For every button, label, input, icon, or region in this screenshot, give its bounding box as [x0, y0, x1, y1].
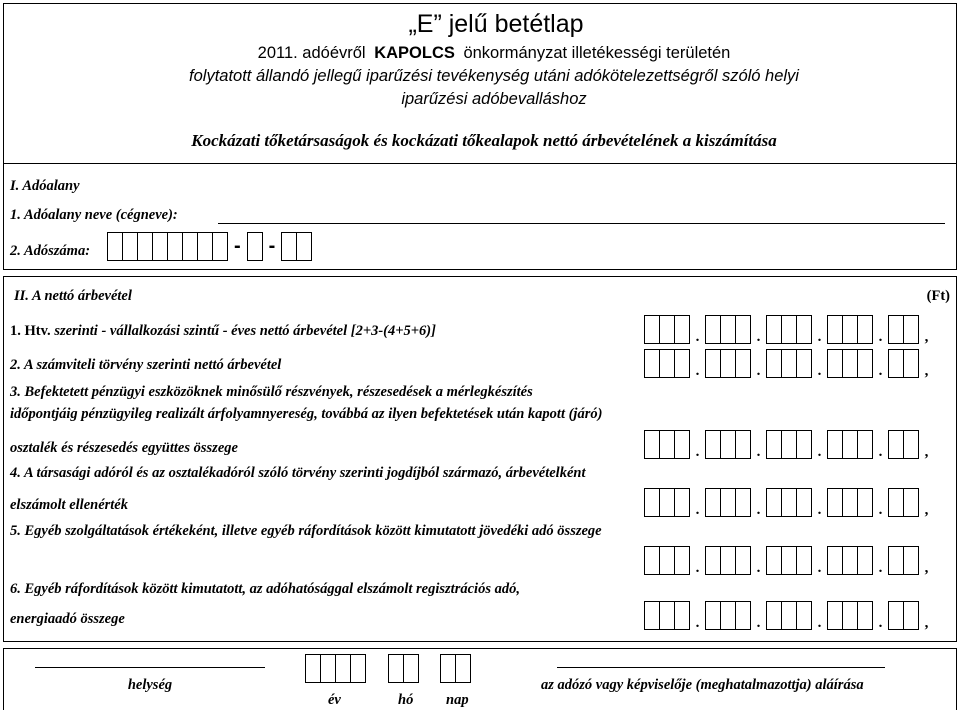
amount-digit-box[interactable] — [781, 349, 797, 378]
thousands-dot: . — [817, 363, 822, 379]
date-digit-box[interactable] — [440, 654, 456, 683]
tax-number-digit-box[interactable] — [281, 232, 297, 261]
amount-digit-box[interactable] — [796, 546, 812, 575]
amount-digit-box[interactable] — [735, 349, 751, 378]
amount-digit-box[interactable] — [903, 546, 919, 575]
tax-number-digit-box[interactable] — [197, 232, 213, 261]
amount-digit-box[interactable] — [644, 315, 660, 344]
amount-digit-box[interactable] — [781, 430, 797, 459]
amount-digit-box[interactable] — [720, 430, 736, 459]
amount-digit-box[interactable] — [796, 488, 812, 517]
header-line-2: folytatott állandó jellegű iparűzési tevékenység utáni adókötelezettségről szóló helyi — [189, 67, 799, 85]
amount-digit-box[interactable] — [659, 430, 675, 459]
amount-digit-box[interactable] — [842, 546, 858, 575]
amount-digit-box[interactable] — [735, 315, 751, 344]
date-digit-box[interactable] — [350, 654, 366, 683]
thousands-dot: . — [817, 502, 822, 518]
row-5-amount-boxes[interactable] — [644, 546, 934, 575]
place-label: helység — [127, 677, 173, 693]
amount-digit-box[interactable] — [888, 349, 904, 378]
amount-digit-box[interactable] — [705, 601, 721, 630]
amount-digit-box[interactable] — [903, 315, 919, 344]
section-2-title: II. A nettó árbevétel — [14, 288, 132, 304]
amount-digit-box[interactable] — [766, 488, 782, 517]
tax-number-label: 2. Adószáma: — [10, 243, 91, 259]
amount-digit-box[interactable] — [903, 601, 919, 630]
thousands-dot: . — [817, 329, 822, 345]
thousands-dot: . — [756, 502, 761, 518]
tax-number-separator: - — [234, 235, 241, 257]
amount-digit-box[interactable] — [857, 601, 873, 630]
thousands-dot: . — [756, 560, 761, 576]
place-field[interactable] — [35, 667, 265, 668]
thousands-dot: . — [878, 444, 883, 460]
row-1-text: szerinti - vállalkozási szintű - éves nettó árbevétel [2+3-(4+5+6)] — [54, 323, 436, 339]
row-1-htv: 1. Htv. — [10, 323, 51, 339]
amount-digit-box[interactable] — [674, 349, 690, 378]
amount-digit-box[interactable] — [781, 488, 797, 517]
header-line-1 — [0, 42, 960, 64]
amount-digit-box[interactable] — [735, 488, 751, 517]
currency-unit: (Ft) — [926, 288, 950, 304]
amount-digit-box[interactable] — [842, 315, 858, 344]
decimal-comma: , — [924, 560, 929, 576]
decimal-comma: , — [924, 444, 929, 460]
tax-number-digit-box[interactable] — [212, 232, 228, 261]
amount-digit-box[interactable] — [781, 601, 797, 630]
amount-digit-box[interactable] — [903, 430, 919, 459]
amount-digit-box[interactable] — [888, 601, 904, 630]
amount-digit-box[interactable] — [659, 349, 675, 378]
amount-digit-box[interactable] — [659, 546, 675, 575]
thousands-dot: . — [878, 363, 883, 379]
tax-number-digit-box[interactable] — [152, 232, 168, 261]
header-area-text: önkormányzat illetékességi területén — [463, 44, 731, 62]
header-year-text: 2011. adóévről — [257, 44, 366, 62]
year-boxes[interactable] — [305, 654, 366, 683]
amount-digit-box[interactable] — [827, 601, 843, 630]
amount-digit-box[interactable] — [674, 488, 690, 517]
municipality-name: KAPOLCS — [374, 44, 455, 62]
row-4-amount-boxes[interactable] — [644, 488, 934, 517]
amount-digit-box[interactable] — [735, 546, 751, 575]
amount-digit-box[interactable] — [766, 430, 782, 459]
tax-number-digit-box[interactable] — [107, 232, 123, 261]
decimal-comma: , — [924, 502, 929, 518]
amount-digit-box[interactable] — [781, 546, 797, 575]
amount-digit-box[interactable] — [674, 430, 690, 459]
decimal-comma: , — [924, 329, 929, 345]
amount-digit-box[interactable] — [705, 546, 721, 575]
amount-digit-box[interactable] — [720, 349, 736, 378]
amount-digit-box[interactable] — [842, 349, 858, 378]
amount-digit-box[interactable] — [674, 546, 690, 575]
thousands-dot: . — [817, 444, 822, 460]
day-boxes[interactable] — [440, 654, 471, 683]
tax-number-digit-box[interactable] — [182, 232, 198, 261]
amount-digit-box[interactable] — [857, 315, 873, 344]
year-label: év — [328, 692, 341, 708]
thousands-dot: . — [695, 560, 700, 576]
amount-digit-box[interactable] — [857, 349, 873, 378]
amount-digit-box[interactable] — [796, 430, 812, 459]
tax-number-digit-box[interactable] — [167, 232, 183, 261]
thousands-dot: . — [756, 444, 761, 460]
tax-number-digit-box[interactable] — [137, 232, 153, 261]
taxpayer-name-label: 1. Adóalany neve (cégneve): — [10, 207, 178, 223]
row-4-label-line-2: elszámolt ellenérték — [10, 497, 128, 513]
month-boxes[interactable] — [388, 654, 419, 683]
decimal-comma: , — [924, 363, 929, 379]
signature-label: az adózó vagy képviselője (meghatalmazottja) aláírása — [541, 677, 864, 693]
day-label: nap — [446, 692, 469, 708]
thousands-dot: . — [878, 615, 883, 631]
amount-digit-box[interactable] — [827, 546, 843, 575]
thousands-dot: . — [695, 363, 700, 379]
amount-digit-box[interactable] — [644, 546, 660, 575]
amount-digit-box[interactable] — [888, 315, 904, 344]
amount-digit-box[interactable] — [888, 430, 904, 459]
amount-digit-box[interactable] — [888, 546, 904, 575]
amount-digit-box[interactable] — [705, 349, 721, 378]
row-1-amount-boxes[interactable] — [644, 315, 934, 344]
row-3-label-line-1: 3. Befektetett pénzügyi eszközöknek minősülő részvények, részesedések a mérlegkészítés — [10, 384, 533, 400]
amount-digit-box[interactable] — [766, 315, 782, 344]
row-3-amount-boxes[interactable] — [644, 430, 934, 459]
amount-digit-box[interactable] — [827, 315, 843, 344]
amount-digit-box[interactable] — [674, 315, 690, 344]
date-digit-box[interactable] — [455, 654, 471, 683]
row-6-amount-boxes[interactable] — [644, 601, 934, 630]
amount-digit-box[interactable] — [796, 349, 812, 378]
tax-number-digit-box[interactable] — [296, 232, 312, 261]
amount-digit-box[interactable] — [903, 488, 919, 517]
amount-digit-box[interactable] — [720, 601, 736, 630]
amount-digit-box[interactable] — [857, 488, 873, 517]
month-label: hó — [398, 692, 414, 708]
thousands-dot: . — [695, 329, 700, 345]
amount-digit-box[interactable] — [720, 546, 736, 575]
amount-digit-box[interactable] — [674, 601, 690, 630]
header-line-3: iparűzési adóbevalláshoz — [401, 90, 587, 108]
amount-digit-box[interactable] — [842, 488, 858, 517]
amount-digit-box[interactable] — [903, 349, 919, 378]
amount-digit-box[interactable] — [644, 430, 660, 459]
thousands-dot: . — [817, 560, 822, 576]
amount-digit-box[interactable] — [659, 488, 675, 517]
amount-digit-box[interactable] — [888, 488, 904, 517]
row-6-label-line-1: 6. Egyéb ráfordítások között kimutatott, az adóhatósággal elszámolt regisztrációs adó, — [10, 581, 520, 597]
tax-number-digit-box[interactable] — [122, 232, 138, 261]
signature-field[interactable] — [557, 667, 885, 668]
amount-digit-box[interactable] — [781, 315, 797, 344]
amount-digit-box[interactable] — [735, 601, 751, 630]
amount-digit-box[interactable] — [720, 315, 736, 344]
form-title: „E” jelű betétlap — [408, 10, 584, 38]
thousands-dot: . — [695, 444, 700, 460]
amount-digit-box[interactable] — [766, 349, 782, 378]
amount-digit-box[interactable] — [644, 601, 660, 630]
amount-digit-box[interactable] — [720, 488, 736, 517]
amount-digit-box[interactable] — [796, 315, 812, 344]
row-6-label-line-2: energiaadó összege — [10, 611, 125, 627]
date-digit-box[interactable] — [388, 654, 404, 683]
amount-digit-box[interactable] — [659, 315, 675, 344]
thousands-dot: . — [756, 615, 761, 631]
row-4-label-line-1: 4. A társasági adóról és az osztalékadóról szóló törvény szerinti jogdíjból származó, árbevételként — [10, 465, 586, 481]
tax-number-separator: - — [268, 235, 276, 257]
row-2-amount-boxes[interactable] — [644, 349, 934, 378]
thousands-dot: . — [878, 560, 883, 576]
amount-digit-box[interactable] — [705, 315, 721, 344]
section-1-title: I. Adóalany — [10, 178, 80, 194]
date-digit-box[interactable] — [403, 654, 419, 683]
amount-digit-box[interactable] — [857, 546, 873, 575]
row-5-label-line-1: 5. Egyéb szolgáltatások értékeként, illetve egyéb ráfordítások között kimutatott jövedéki adó összege — [10, 523, 602, 539]
amount-digit-box[interactable] — [766, 601, 782, 630]
form-subtitle: Kockázati tőketársaságok és kockázati tőkealapok nettó árbevételének a kiszámítása — [191, 131, 777, 150]
amount-digit-box[interactable] — [644, 349, 660, 378]
thousands-dot: . — [878, 329, 883, 345]
decimal-comma: , — [924, 615, 929, 631]
amount-digit-box[interactable] — [857, 430, 873, 459]
row-3-label-line-2: időpontjáig pénzügyileg realizált árfolyamnyereség, továbbá az ilyen befektetések után kapott (járó) — [10, 406, 603, 422]
thousands-dot: . — [756, 329, 761, 345]
taxpayer-name-field[interactable] — [218, 223, 945, 224]
amount-digit-box[interactable] — [796, 601, 812, 630]
row-1-label — [10, 323, 436, 340]
date-digit-box[interactable] — [305, 654, 321, 683]
row-3-label-line-3: osztalék és részesedés együttes összege — [10, 440, 238, 456]
amount-digit-box[interactable] — [827, 430, 843, 459]
amount-digit-box[interactable] — [827, 349, 843, 378]
row-2-label: 2. A számviteli törvény szerinti nettó árbevétel — [10, 357, 282, 373]
amount-digit-box[interactable] — [659, 601, 675, 630]
thousands-dot: . — [695, 615, 700, 631]
date-digit-box[interactable] — [335, 654, 351, 683]
tax-number-digit-box[interactable] — [247, 232, 263, 261]
thousands-dot: . — [817, 615, 822, 631]
amount-digit-box[interactable] — [842, 601, 858, 630]
amount-digit-box[interactable] — [842, 430, 858, 459]
thousands-dot: . — [878, 502, 883, 518]
amount-digit-box[interactable] — [827, 488, 843, 517]
amount-digit-box[interactable] — [705, 488, 721, 517]
thousands-dot: . — [756, 363, 761, 379]
thousands-dot: . — [695, 502, 700, 518]
amount-digit-box[interactable] — [705, 430, 721, 459]
date-digit-box[interactable] — [320, 654, 336, 683]
amount-digit-box[interactable] — [766, 546, 782, 575]
tax-number-boxes[interactable] — [107, 232, 312, 261]
amount-digit-box[interactable] — [644, 488, 660, 517]
amount-digit-box[interactable] — [735, 430, 751, 459]
